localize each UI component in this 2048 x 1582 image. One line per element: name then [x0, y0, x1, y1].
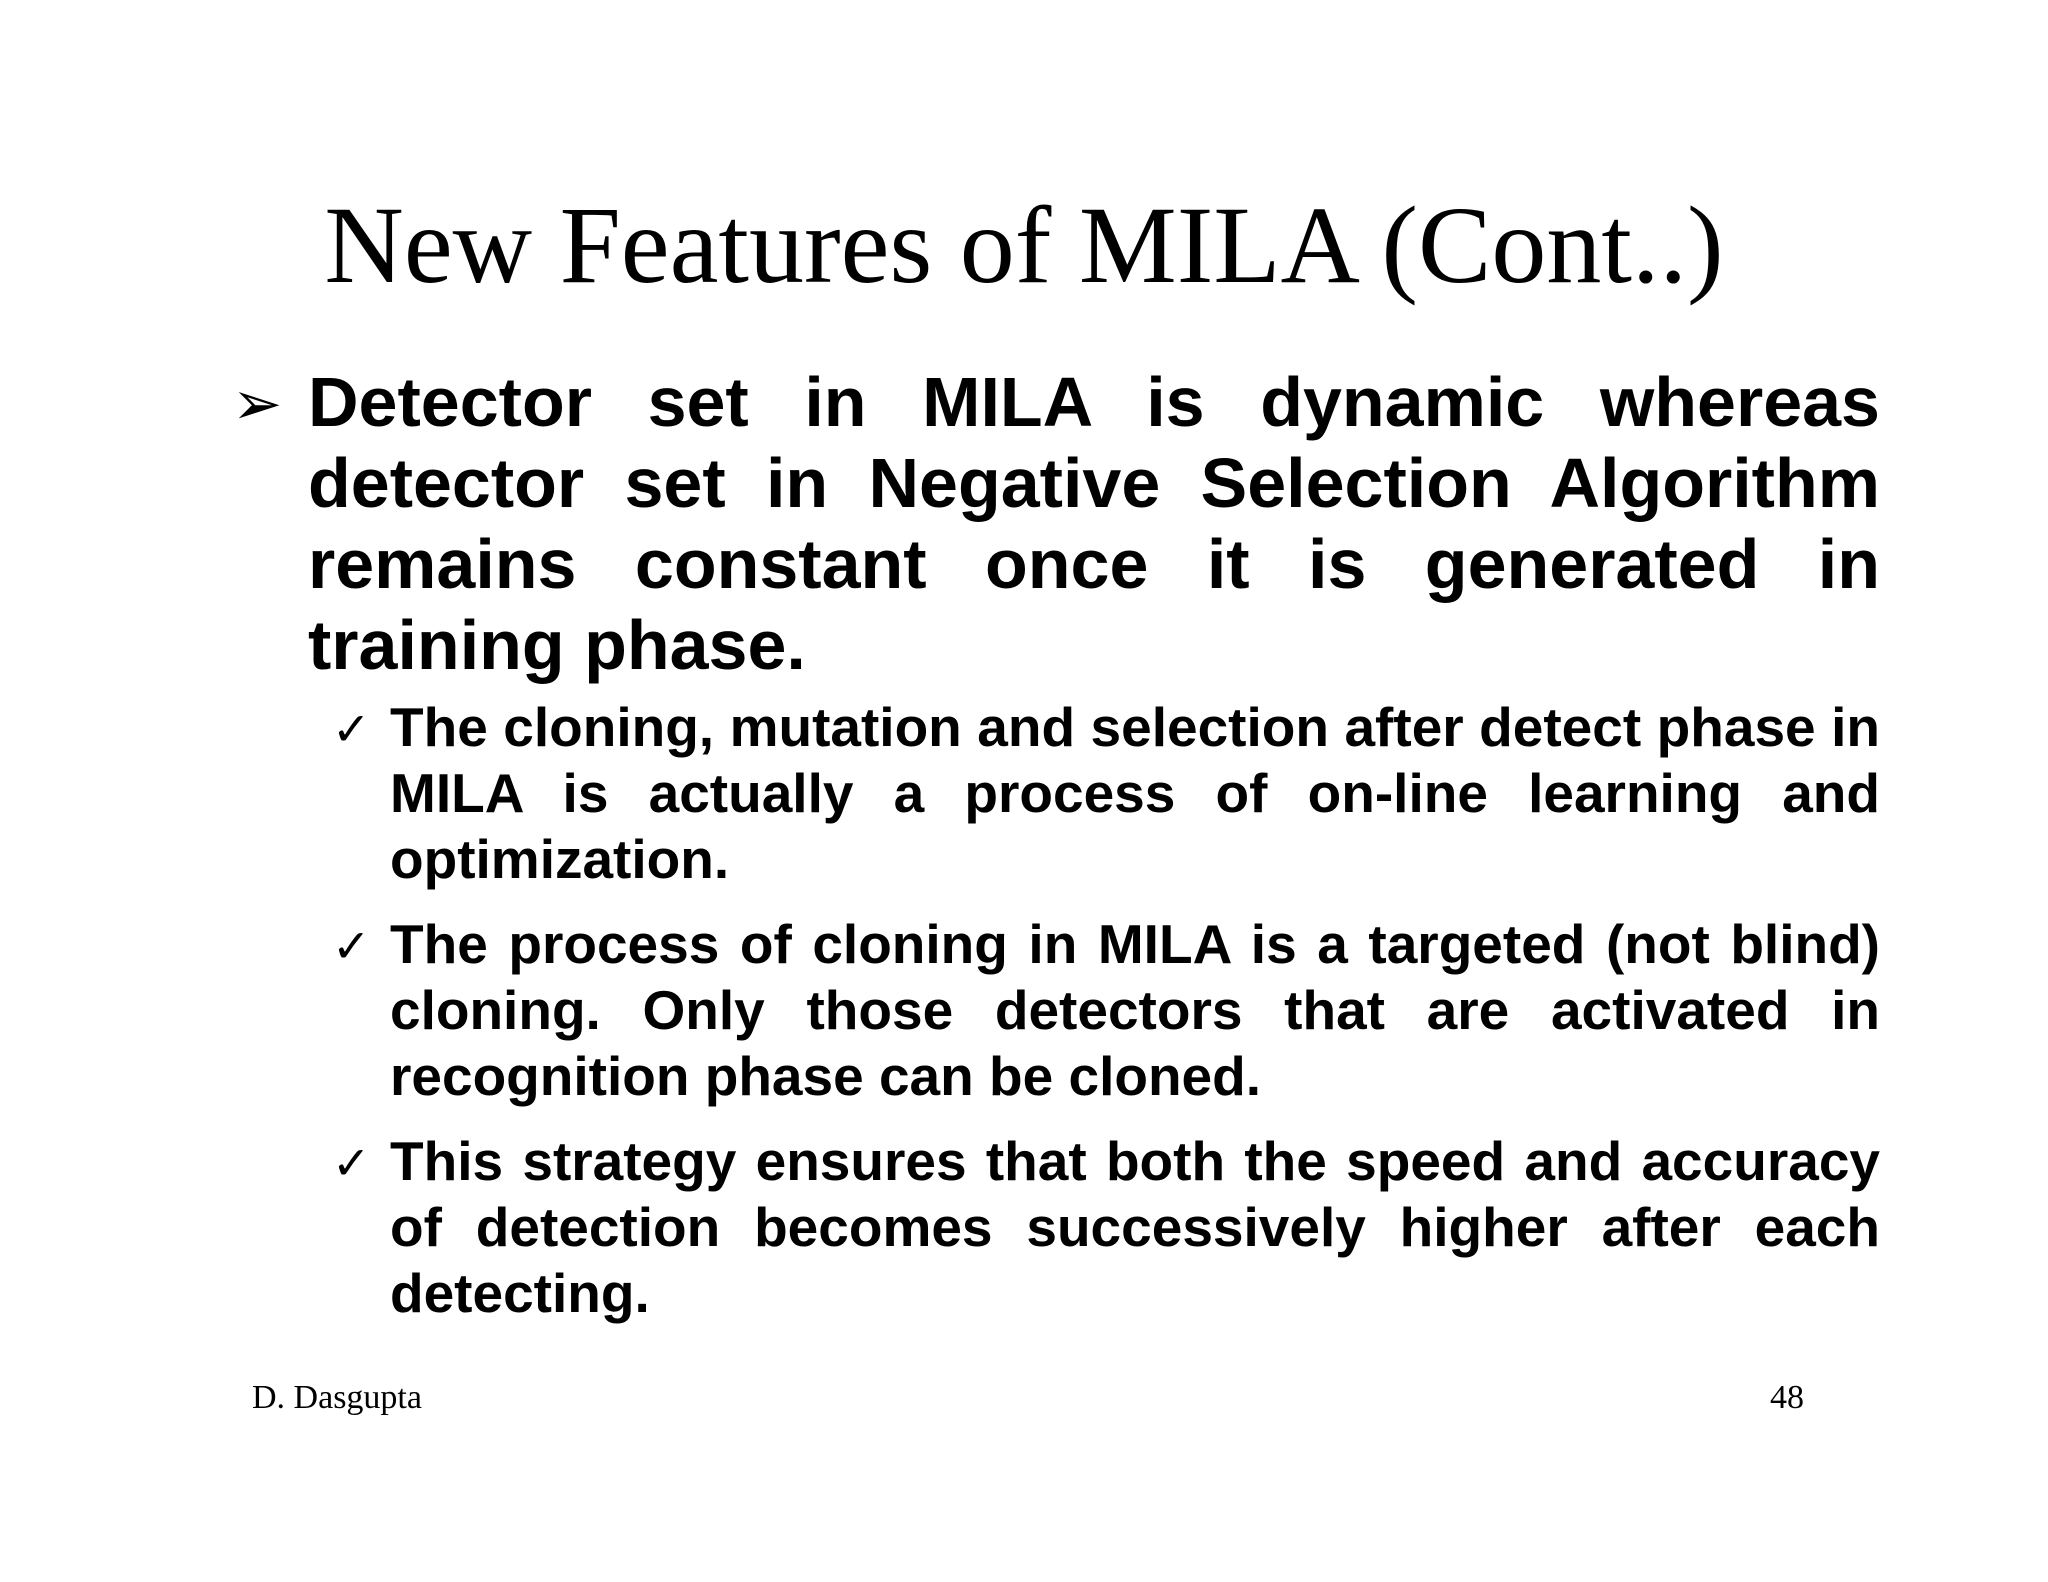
footer-author: D. Dasgupta: [252, 1379, 422, 1416]
arrow-bullet-icon: ➢: [232, 369, 283, 439]
sub-bullet-text-2: The process of cloning in MILA is a targeted (not blind) cloning. Only those detectors that are activated in recognition phase can be cloned.: [390, 913, 1880, 1107]
checkmark-icon: ✓: [332, 1136, 371, 1190]
sub-bullet-text-1: The cloning, mutation and selection after detect phase in MILA is actually a process of on-line learning and optimization.: [390, 696, 1880, 890]
sub-bullet-text-3: This strategy ensures that both the speed and accuracy of detection becomes successively higher after each detecting.: [390, 1130, 1880, 1324]
checkmark-icon: ✓: [332, 702, 371, 756]
slide-title: New Features of MILA (Cont..): [324, 184, 1724, 306]
page-number: 48: [1770, 1379, 1804, 1416]
checkmark-icon: ✓: [332, 919, 371, 973]
main-bullet-text: Detector set in MILA is dynamic whereas detector set in Negative Selection Algorithm remains constant once it is generated in training phase.: [308, 363, 1880, 684]
